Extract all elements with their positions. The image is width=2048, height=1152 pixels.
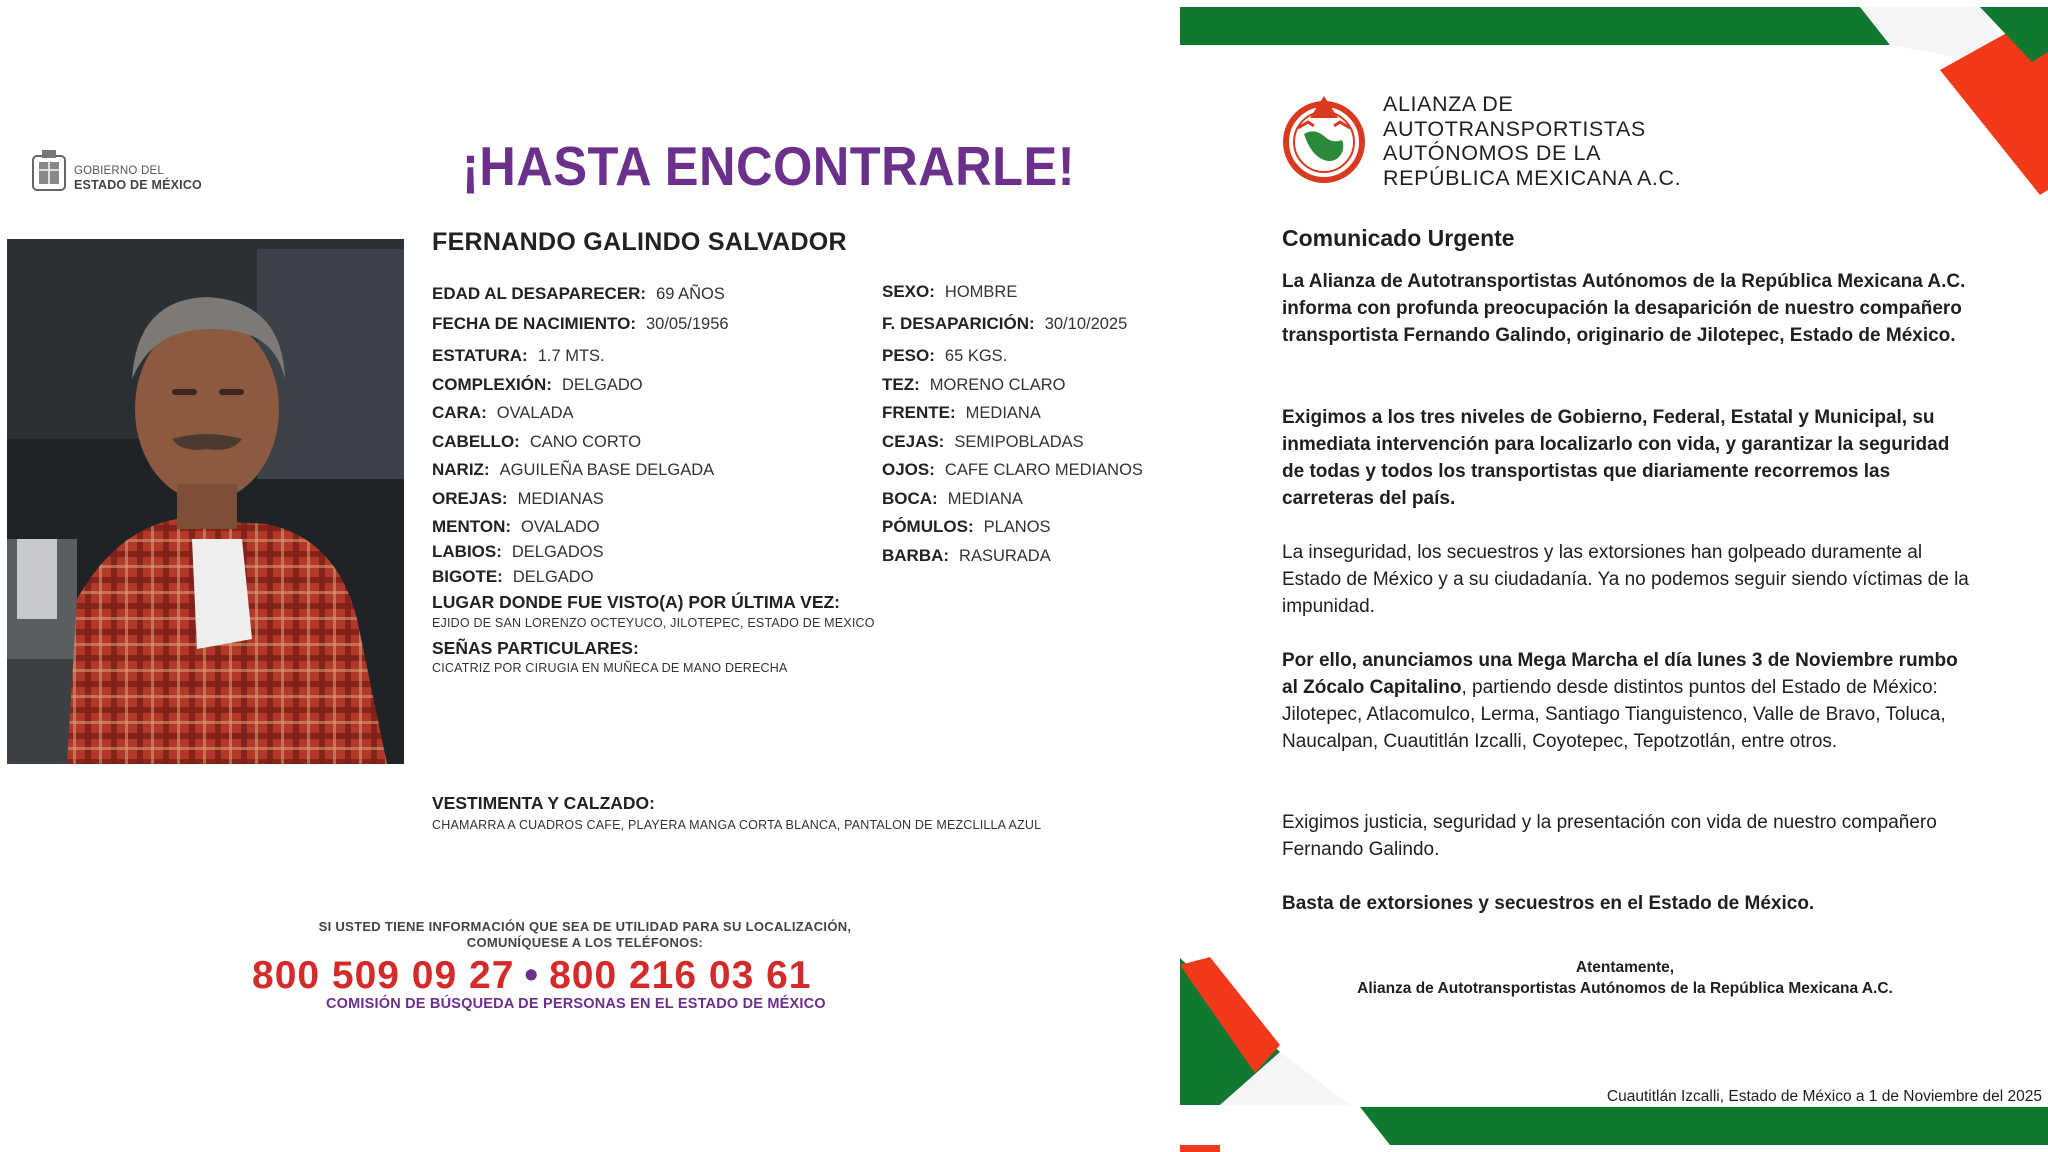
contact-info-line1: SI USTED TIENE INFORMACIÓN QUE SEA DE UTILIDAD PARA SU LOCALIZACIÓN, xyxy=(318,919,852,934)
organization-name xyxy=(1383,92,1681,190)
paragraph-march xyxy=(1282,647,1972,755)
field-key: FECHA DE NACIMIENTO: xyxy=(432,314,636,333)
signoff-greeting: Atentamente, xyxy=(1575,959,1675,976)
field-value: 30/10/2025 xyxy=(1044,315,1128,333)
headline: ¡HASTA ENCONTRARLE! xyxy=(462,135,1076,197)
communique-letter xyxy=(1180,0,2048,1152)
field-ears xyxy=(432,489,604,509)
field-key: SEXO: xyxy=(882,282,935,301)
field-mustache xyxy=(432,567,594,587)
org-name-line: AUTÓNOMOS DE LA xyxy=(1383,141,1602,165)
field-age xyxy=(432,284,725,304)
field-key: COMPLEXIÓN: xyxy=(432,375,552,394)
paragraph-announcement: La Alianza de Autotransportistas Autónomos de la República Mexicana A.C. informa con profunda preocupación la desaparición de nuestro compañero transportista Fernando Galindo, originario de Jilotepec, Estado de México. xyxy=(1282,271,1966,346)
paragraph-insecurity: La inseguridad, los secuestros y las extorsiones han golpeado duramente al Estado de México y a su ciudadanía. Ya no podemos seguir siendo víctimas de la impunidad. xyxy=(1282,542,1969,617)
phone-number-2[interactable]: 800 216 03 61 xyxy=(549,954,812,997)
field-value: DELGADO xyxy=(512,568,594,586)
field-value: MEDIANA xyxy=(965,404,1041,422)
field-value: DELGADO xyxy=(561,376,643,394)
field-key: BOCA: xyxy=(882,489,938,508)
march-route-details: , partiendo desde distintos puntos del Estado de México: Jilotepec, Atlacomulco, Lerma, Santiago Tianguistenco, Valle de Bravo, Toluca, Naucalpan, Cuautitlán Izcalli, Coyotepec, Tepotzotlán, entre otros. xyxy=(1282,677,1946,752)
bottom-green-stripe xyxy=(1360,1107,2048,1145)
field-key: NARIZ: xyxy=(432,460,490,479)
phone-separator: • xyxy=(524,954,540,997)
field-key: EDAD AL DESAPARECER: xyxy=(432,284,647,303)
last-seen-value: EJIDO DE SAN LORENZO OCTEYUCO, JILOTEPEC, ESTADO DE MEXICO xyxy=(432,616,875,630)
field-key: PÓMULOS: xyxy=(882,517,974,536)
field-key: BIGOTE: xyxy=(432,567,503,586)
signoff-organization: Alianza de Autotransportistas Autónomos de la República Mexicana A.C. xyxy=(1357,980,1893,997)
field-key: OJOS: xyxy=(882,460,935,479)
field-nose xyxy=(432,460,714,480)
field-mouth xyxy=(882,489,1023,509)
government-logo-text xyxy=(74,164,202,193)
field-key: OREJAS: xyxy=(432,489,508,508)
field-value: AGUILEÑA BASE DELGADA xyxy=(499,461,715,479)
paragraph-justice: Exigimos justicia, seguridad y la presentación con vida de nuestro compañero Fernando Galindo. xyxy=(1282,812,1937,860)
government-logo xyxy=(30,148,220,194)
field-key: ESTATURA: xyxy=(432,346,528,365)
field-chin xyxy=(432,517,600,537)
paragraph-closing: Basta de extorsiones y secuestros en el Estado de México. xyxy=(1282,893,1815,914)
signoff xyxy=(1280,957,1970,999)
field-birth-date xyxy=(432,314,729,334)
contact-info-note xyxy=(260,919,910,951)
field-value: 1.7 MTS. xyxy=(537,347,605,365)
distinctive-marks-value: CICATRIZ POR CIRUGIA EN MUÑECA DE MANO DERECHA xyxy=(432,661,788,675)
missing-person-photo xyxy=(7,239,404,764)
field-face xyxy=(432,403,574,423)
search-commission-name: COMISIÓN DE BÚSQUEDA DE PERSONAS EN EL ESTADO DE MÉXICO xyxy=(326,996,826,1012)
org-name-line: REPÚBLICA MEXICANA A.C. xyxy=(1383,165,1682,190)
field-value: MEDIANA xyxy=(947,490,1023,508)
field-complexion xyxy=(882,375,1065,395)
field-value: OVALADO xyxy=(521,518,600,536)
field-disappearance-date xyxy=(882,314,1127,334)
field-key: CABELLO: xyxy=(432,432,520,451)
org-name-line: AUTOTRANSPORTISTAS xyxy=(1383,116,1646,141)
field-value: 30/05/1956 xyxy=(646,315,729,333)
government-logo-line1: GOBIERNO DEL xyxy=(74,165,164,177)
field-value: PLANOS xyxy=(983,518,1051,536)
phone-number-1[interactable]: 800 509 09 27 xyxy=(252,954,515,997)
field-value: CANO CORTO xyxy=(529,433,642,451)
field-value: SEMIPOBLADAS xyxy=(954,433,1084,451)
field-key: CEJAS: xyxy=(882,432,945,451)
clothing-value: CHAMARRA A CUADROS CAFE, PLAYERA MANGA CORTA BLANCA, PANTALON DE MEZCLILLA AZUL xyxy=(432,818,1042,832)
bottom-left-red-sliver xyxy=(1180,1145,1220,1152)
state-seal-icon xyxy=(30,148,68,192)
field-value: HOMBRE xyxy=(944,283,1018,301)
org-name-line: ALIANZA DE xyxy=(1383,92,1514,116)
communique-title: Comunicado Urgente xyxy=(1282,225,1515,251)
field-key: BARBA: xyxy=(882,546,950,565)
field-value: DELGADOS xyxy=(511,543,604,561)
field-beard xyxy=(882,546,1051,566)
field-eyebrows xyxy=(882,432,1084,452)
field-hair xyxy=(432,432,641,452)
person-name: FERNANDO GALINDO SALVADOR xyxy=(432,228,847,256)
last-seen-label: LUGAR DONDE FUE VISTO(A) POR ÚLTIMA VEZ: xyxy=(432,592,841,612)
field-weight xyxy=(882,346,1007,366)
paragraph-demand: Exigimos a los tres niveles de Gobierno, Federal, Estatal y Municipal, su inmediata intervención para localizarlo con vida, y garantizar la seguridad de todas y todos los transportistas que diariamente recorremos las carreteras del país. xyxy=(1282,407,1950,509)
field-key: CARA: xyxy=(432,403,487,422)
clothing-label: VESTIMENTA Y CALZADO: xyxy=(432,793,655,813)
field-value: MORENO CLARO xyxy=(929,376,1066,394)
phone-numbers xyxy=(252,954,811,998)
field-eyes xyxy=(882,460,1143,480)
field-key: F. DESAPARICIÓN: xyxy=(882,314,1035,333)
top-green-stripe xyxy=(1180,7,1890,45)
field-key: FRENTE: xyxy=(882,403,956,422)
field-key: PESO: xyxy=(882,346,935,365)
field-value: OVALADA xyxy=(496,404,574,422)
field-sex xyxy=(882,282,1017,302)
field-value: CAFE CLARO MEDIANOS xyxy=(944,461,1143,479)
government-logo-line2: ESTADO DE MÉXICO xyxy=(74,178,202,192)
field-key: TEZ: xyxy=(882,375,920,394)
field-lips xyxy=(432,542,604,562)
alliance-logo-icon xyxy=(1280,92,1368,184)
place-and-date: Cuautitlán Izcalli, Estado de México a 1 de Noviembre del 2025 xyxy=(1606,1088,2042,1105)
distinctive-marks-label: SEÑAS PARTICULARES: xyxy=(432,638,639,658)
field-build xyxy=(432,375,643,395)
person-photo-illustration xyxy=(7,239,404,764)
field-value: MEDIANAS xyxy=(517,490,604,508)
field-cheekbones xyxy=(882,517,1051,537)
field-forehead xyxy=(882,403,1041,423)
field-height xyxy=(432,346,605,366)
panel-divider xyxy=(1160,0,1180,1152)
field-key: MENTON: xyxy=(432,517,512,536)
field-key: LABIOS: xyxy=(432,542,502,561)
contact-info-line2: COMUNÍQUESE A LOS TELÉFONOS: xyxy=(466,935,704,950)
field-value: 65 KGS. xyxy=(944,347,1008,365)
field-value: RASURADA xyxy=(959,547,1051,565)
march-announcement-bold: Por ello, anunciamos una Mega Marcha el día lunes 3 de Noviembre rumbo al Zócalo Capitalino xyxy=(1282,650,1958,698)
field-value: 69 AÑOS xyxy=(656,285,725,303)
